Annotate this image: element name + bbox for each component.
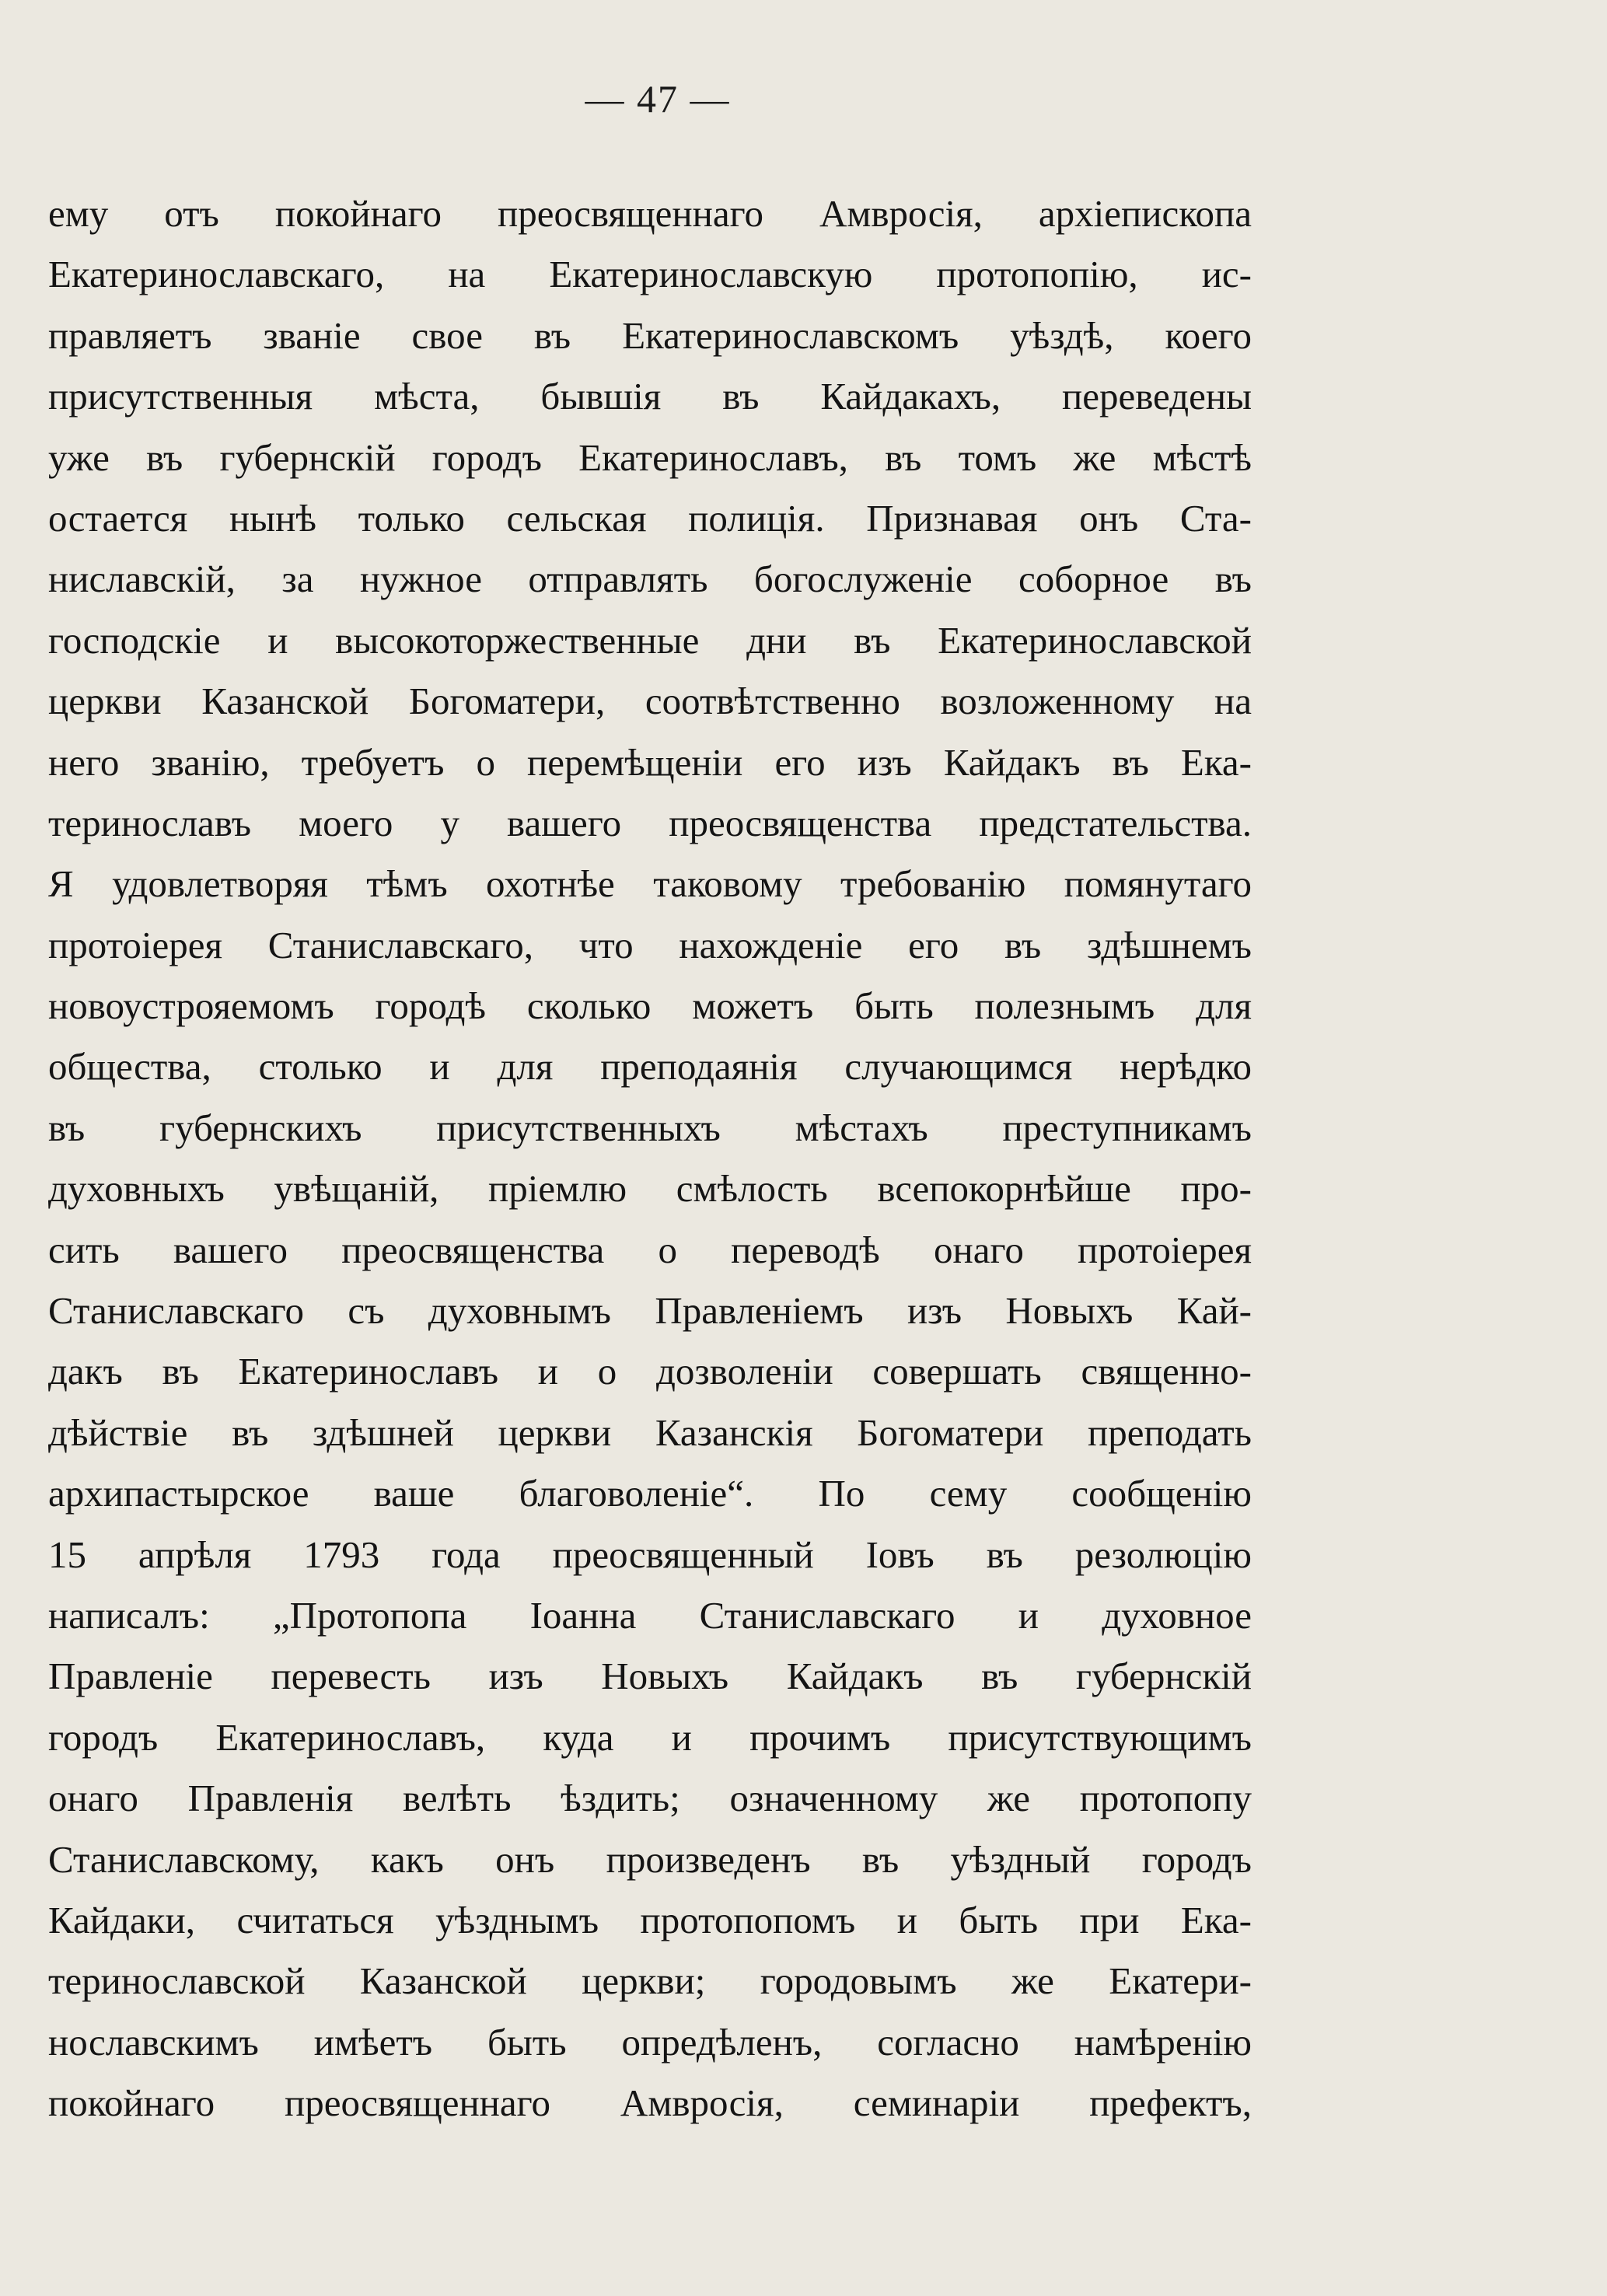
- text-line: дѣйствіе въ здѣшней церкви Казанскія Богоматери преподать: [48, 1410, 1252, 1454]
- text-line: городъ Екатеринославъ, куда и прочимъ присутствующимъ: [48, 1715, 1252, 1759]
- text-line: въ губернскихъ присутственныхъ мѣстахъ преступникамъ: [48, 1106, 1252, 1149]
- text-line: остается нынѣ только сельская полиція. Признавая онъ Ста-: [48, 496, 1252, 540]
- text-line: Екатеринославскаго, на Екатеринославскую протопопію, ис-: [48, 253, 1252, 296]
- text-line: ему отъ покойнаго преосвященнаго Амвросія, архіепископа: [48, 192, 1252, 235]
- text-line: общества, столько и для преподаянія случающимся нерѣдко: [48, 1045, 1252, 1089]
- page-number: — 47 —: [585, 77, 731, 121]
- text-line: правляетъ званіе свое въ Екатеринославскомъ уѣздѣ, коего: [48, 313, 1252, 357]
- text-line: церкви Казанской Богоматери, соотвѣтственно возложенному на: [48, 680, 1252, 723]
- text-line: Станиславскаго съ духовнымъ Правленіемъ изъ Новыхъ Кай-: [48, 1289, 1252, 1333]
- text-line: Я удовлетворяя тѣмъ охотнѣе таковому требованію помянутаго: [48, 862, 1252, 906]
- text-line: новоустрояемомъ городѣ сколько можетъ быть полезнымъ для: [48, 984, 1252, 1028]
- text-line: Станиславскому, какъ онъ произведенъ въ уѣздный городъ: [48, 1837, 1252, 1881]
- text-line: Правленіе перевесть изъ Новыхъ Кайдакъ въ губернскій: [48, 1655, 1252, 1698]
- text-line: духовныхъ увѣщаній, пріемлю смѣлость всепокорнѣйше про-: [48, 1167, 1252, 1211]
- text-line: Кайдаки, считаться уѣзднымъ протопопомъ и быть при Ека-: [48, 1898, 1252, 1941]
- text-line: нославскимъ имѣетъ быть опредѣленъ, согласно намѣренію: [48, 2020, 1252, 2064]
- text-line: ниславскій, за нужное отправлять богослуженіе соборное въ: [48, 557, 1252, 601]
- text-line: господскіе и высокоторжественные дни въ Екатеринославской: [48, 618, 1252, 662]
- text-line: теринославской Казанской церкви; городовымъ же Екатери-: [48, 1959, 1252, 2003]
- text-line: дакъ въ Екатеринославъ и о дозволеніи совершать священно-: [48, 1350, 1252, 1393]
- text-line: 15 апрѣля 1793 года преосвященный Іовъ въ резолюцію: [48, 1532, 1252, 1576]
- body-text: [48, 183, 1252, 2134]
- text-line: написалъ: „Протопопа Іоанна Станиславскаго и духовное: [48, 1593, 1252, 1637]
- text-line: теринославъ моего у вашего преосвященства предстательства.: [48, 801, 1252, 844]
- text-line: протоіерея Станиславскаго, что нахожденіе его въ здѣшнемъ: [48, 923, 1252, 966]
- text-line: присутственныя мѣста, бывшія въ Кайдакахъ, переведены: [48, 375, 1252, 418]
- text-line: сить вашего преосвященства о переводѣ онаго протоіерея: [48, 1228, 1252, 1271]
- text-line: архипастырское ваше благоволеніе“. По сему сообщенію: [48, 1472, 1252, 1515]
- text-line: покойнаго преосвященнаго Амвросія, семинаріи префектъ,: [48, 2081, 1252, 2125]
- text-line: уже въ губернскій городъ Екатеринославъ, въ томъ же мѣстѣ: [48, 435, 1252, 479]
- text-line: него званію, требуетъ о перемѣщеніи его изъ Кайдакъ въ Ека-: [48, 740, 1252, 784]
- text-line: онаго Правленія велѣть ѣздить; означенному же протопопу: [48, 1777, 1252, 1820]
